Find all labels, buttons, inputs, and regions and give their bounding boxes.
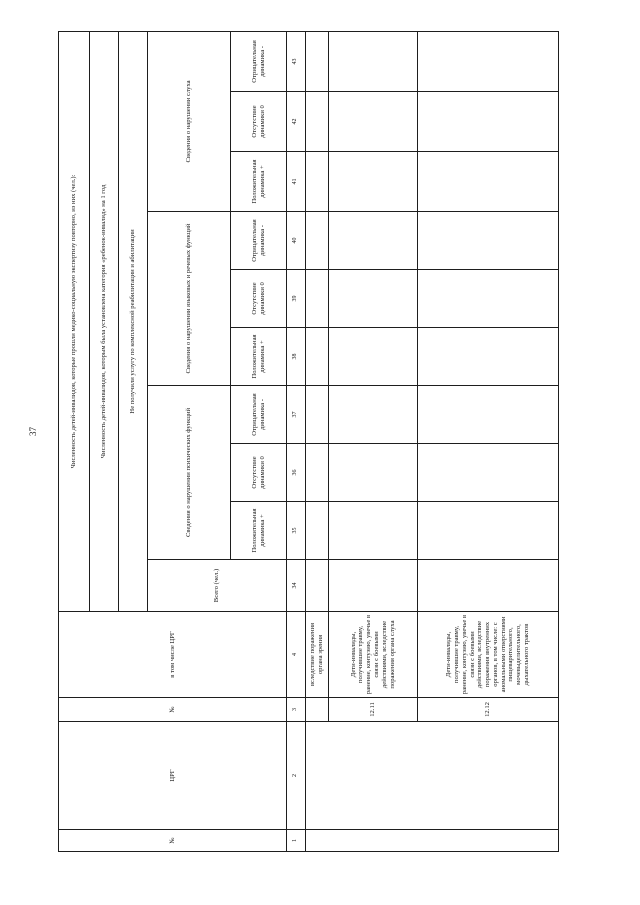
data-cell — [306, 444, 329, 502]
data-cell — [418, 444, 559, 502]
row-text: Дети-инвалиды, получившие травму, ранение, контузию, увечье в связи с боевыми действиями, вследствие поражения внутренних органов, в том числе: с аномальными отверстиями пищеварительного, мочевыделительного, дыхательного трактов — [418, 612, 559, 698]
row-text: вследствие поражения органа зрения — [306, 612, 329, 698]
data-cell — [306, 152, 329, 212]
dyn-none: Отсутствие динамики 0 — [231, 270, 287, 328]
data-cell — [418, 92, 559, 152]
group-mental-functions: Сведения о нарушении психических функций — [148, 386, 231, 560]
data-cell — [418, 152, 559, 212]
dyn-negative: Отрицательная динамика - — [231, 386, 287, 444]
data-cell — [306, 328, 329, 386]
column-number: 34 — [287, 560, 306, 612]
data-cell — [329, 386, 418, 444]
data-cell — [329, 502, 418, 560]
banner-repeat-exam: Численность детей-инвалидов, которые прошли медико-социальную экспертизу повторно, из них (чел.): — [59, 31, 90, 611]
column-number: 40 — [287, 212, 306, 270]
dyn-positive: Положительная динамика + — [231, 502, 287, 560]
data-cell — [306, 386, 329, 444]
table-row — [306, 31, 329, 851]
column-number: 36 — [287, 444, 306, 502]
column-number: 38 — [287, 328, 306, 386]
data-cell — [306, 92, 329, 152]
data-cell — [418, 31, 559, 91]
data-cell — [418, 502, 559, 560]
data-cell — [329, 152, 418, 212]
column-number: 39 — [287, 270, 306, 328]
report-table — [58, 31, 559, 852]
data-cell — [329, 31, 418, 91]
column-number: 42 — [287, 92, 306, 152]
data-cell — [418, 212, 559, 270]
data-cell — [418, 270, 559, 328]
row-text: Дети-инвалиды, получившие травму, ранение, контузию, увечье в связи с боевыми действиями, вследствие поражения органа слуха — [329, 612, 418, 698]
row-crg-cell — [306, 722, 559, 830]
data-cell — [306, 31, 329, 91]
dyn-none: Отсутствие динамики 0 — [231, 444, 287, 502]
banner-one-year: Численность детей-инвалидов, которым была установлена категория «ребенок-инвалид» на 1 год — [90, 31, 119, 611]
column-number: 35 — [287, 502, 306, 560]
column-number: 41 — [287, 152, 306, 212]
column-number: 3 — [287, 698, 306, 722]
column-number: 37 — [287, 386, 306, 444]
header-total: Всего (чел.) — [148, 560, 287, 612]
rotated-document-page — [58, 32, 613, 852]
column-number: 2 — [287, 722, 306, 830]
page-number: 37 — [28, 427, 38, 436]
row-number: 12.11 — [329, 698, 418, 722]
data-cell — [306, 502, 329, 560]
dyn-none: Отсутствие динамики 0 — [231, 92, 287, 152]
header-in-crg: в том числе ЦРГ — [59, 612, 287, 698]
data-cell — [306, 212, 329, 270]
data-cell — [329, 328, 418, 386]
header-no-main: № — [59, 830, 287, 852]
row-number — [306, 698, 329, 722]
data-cell — [329, 560, 418, 612]
data-cell — [329, 212, 418, 270]
data-cell — [329, 92, 418, 152]
header-no: № — [59, 698, 287, 722]
column-number: 43 — [287, 31, 306, 91]
header-crg: ЦРГ — [59, 722, 287, 830]
group-speech-functions: Сведения о нарушении языковых и речевых функций — [148, 212, 231, 386]
column-number: 4 — [287, 612, 306, 698]
dyn-negative: Отрицательная динамика - — [231, 212, 287, 270]
data-cell — [306, 270, 329, 328]
data-cell — [418, 328, 559, 386]
data-cell — [306, 560, 329, 612]
data-cell — [418, 560, 559, 612]
data-cell — [418, 386, 559, 444]
row-number: 12.12 — [418, 698, 559, 722]
banner-no-service: Не получили услугу по комплексной реабилитации и абилитации — [119, 31, 148, 611]
column-number: 1 — [287, 830, 306, 852]
row-main-number — [306, 830, 559, 852]
data-cell — [329, 270, 418, 328]
dyn-negative: Отрицательная динамика - — [231, 31, 287, 91]
group-hearing: Сведения о нарушении слуха — [148, 31, 231, 211]
dyn-positive: Положительная динамика + — [231, 328, 287, 386]
data-cell — [329, 444, 418, 502]
dyn-positive: Положительная динамика + — [231, 152, 287, 212]
